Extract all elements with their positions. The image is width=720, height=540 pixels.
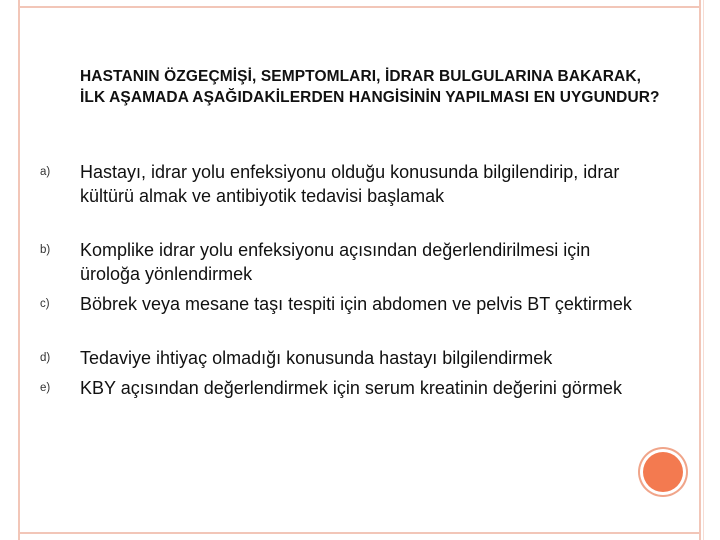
option-text: KBY açısından değerlendirmek için serum kreatinin değerini görmek bbox=[80, 378, 622, 398]
option-text: Tedaviye ihtiyaç olmadığı konusunda hastayı bilgilendirmek bbox=[80, 348, 553, 368]
decorative-circle bbox=[640, 449, 686, 495]
option-letter: d) bbox=[40, 352, 51, 364]
question-title: HASTANIN ÖZGEÇMİŞİ, SEMPTOMLARI, İDRAR BULGULARINA BAKARAK, İLK AŞAMADA AŞAĞIDAKİLERDEN HANGİSİNİN YAPILMASI EN UYGUNDUR? bbox=[80, 68, 660, 106]
slide-frame-left bbox=[18, 0, 20, 540]
option-text: Böbrek veya mesane taşı tespiti için abdomen ve pelvis BT çektirmek bbox=[80, 294, 632, 314]
slide-frame-right bbox=[699, 0, 701, 540]
slide-frame-bottom bbox=[18, 532, 701, 534]
option-letter: c) bbox=[40, 298, 50, 310]
slide-frame-top bbox=[18, 6, 701, 8]
option-text: Hastayı, idrar yolu enfeksiyonu olduğu konusunda bilgilendirip, idrar kültürü almak ve antibiyotik tedavisi başlamak bbox=[80, 162, 620, 206]
option-letter: b) bbox=[40, 244, 51, 256]
slide-frame-right-inner bbox=[703, 0, 704, 540]
option-text: Komplike idrar yolu enfeksiyonu açısından değerlendirilmesi için üroloğa yönlendirmek bbox=[80, 240, 591, 284]
option-letter: e) bbox=[40, 382, 51, 394]
option-letter: a) bbox=[40, 166, 51, 178]
